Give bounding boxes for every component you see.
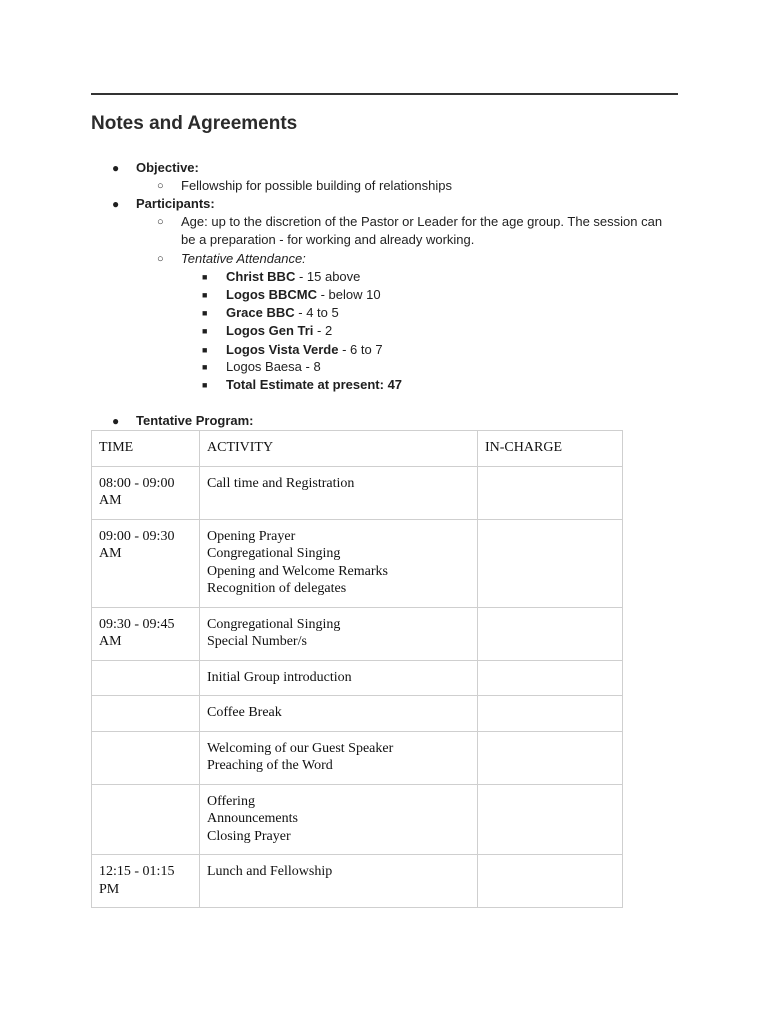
square-bullet-icon: ■ (202, 272, 208, 282)
table-row (92, 696, 623, 732)
header-in-charge: IN-CHARGE (478, 431, 623, 467)
attendance-item (226, 286, 381, 304)
church-count: - 6 to 7 (338, 342, 383, 357)
time-cell (92, 696, 200, 732)
activity-cell: Offering Announcements Closing Prayer (200, 784, 478, 855)
bullet-icon: ● (112, 161, 120, 175)
table-row (92, 607, 623, 660)
bullet-icon: ● (112, 414, 120, 428)
header-time: TIME (92, 431, 200, 467)
table-row (92, 519, 623, 607)
attendance-item (226, 268, 360, 286)
in-charge-cell (478, 784, 623, 855)
circle-bullet-icon: ○ (157, 180, 164, 192)
church-name: Logos Vista Verde (226, 342, 339, 357)
church-name: Logos Gen Tri (226, 323, 314, 338)
activity-cell: Opening Prayer Congregational Singing Opening and Welcome Remarks Recognition of delegates (200, 519, 478, 607)
table-row (92, 784, 623, 855)
horizontal-rule (91, 93, 678, 95)
time-cell: 12:15 - 01:15 PM (92, 855, 200, 908)
in-charge-cell (478, 607, 623, 660)
age-text-line2: be a preparation - for working and already working. (181, 232, 475, 247)
square-bullet-icon: ■ (202, 290, 208, 300)
age-text-line1: Age: up to the discretion of the Pastor or Leader for the age group. The session can (181, 214, 663, 229)
time-cell: 09:30 - 09:45 AM (92, 607, 200, 660)
in-charge-cell (478, 731, 623, 784)
participants-label: Participants: (136, 196, 215, 211)
total-estimate: Total Estimate at present: 47 (226, 377, 403, 392)
square-bullet-icon: ■ (202, 380, 208, 390)
square-bullet-icon: ■ (202, 362, 208, 372)
table-row (92, 660, 623, 696)
program-table (91, 430, 623, 908)
table-header-row (92, 431, 623, 467)
table-row (92, 855, 623, 908)
attendance-label: Tentative Attendance: (181, 251, 306, 266)
church-count: - below 10 (317, 287, 381, 302)
church-name: Logos BBCMC (226, 287, 317, 302)
program-label: Tentative Program: (136, 413, 254, 428)
attendance-item (226, 304, 339, 322)
in-charge-cell (478, 855, 623, 908)
activity-cell: Initial Group introduction (200, 660, 478, 696)
in-charge-cell (478, 519, 623, 607)
bullet-icon: ● (112, 197, 120, 211)
table-row (92, 466, 623, 519)
attendance-item (226, 341, 383, 359)
activity-cell: Congregational Singing Special Number/s (200, 607, 478, 660)
square-bullet-icon: ■ (202, 345, 208, 355)
time-cell (92, 660, 200, 696)
circle-bullet-icon: ○ (157, 253, 164, 265)
time-cell: 09:00 - 09:30 AM (92, 519, 200, 607)
square-bullet-icon: ■ (202, 326, 208, 336)
church-count: - 4 to 5 (294, 305, 339, 320)
time-cell (92, 784, 200, 855)
church-name: Grace BBC (226, 305, 295, 320)
time-cell (92, 731, 200, 784)
time-cell: 08:00 - 09:00 AM (92, 466, 200, 519)
table-row (92, 731, 623, 784)
activity-cell: Welcoming of our Guest Speaker Preaching of the Word (200, 731, 478, 784)
attendance-baesa: Logos Baesa - 8 (226, 359, 321, 374)
in-charge-cell (478, 696, 623, 732)
objective-label: Objective: (136, 160, 199, 175)
in-charge-cell (478, 660, 623, 696)
church-count: - 2 (313, 323, 333, 338)
church-name: Christ BBC (226, 269, 296, 284)
section-heading: Notes and Agreements (91, 113, 298, 134)
header-activity: ACTIVITY (200, 431, 478, 467)
activity-cell: Coffee Break (200, 696, 478, 732)
church-count: - 15 above (295, 269, 361, 284)
attendance-item (226, 322, 332, 340)
activity-cell: Lunch and Fellowship (200, 855, 478, 908)
objective-text: Fellowship for possible building of relationships (181, 178, 452, 193)
circle-bullet-icon: ○ (157, 216, 164, 228)
in-charge-cell (478, 466, 623, 519)
activity-cell: Call time and Registration (200, 466, 478, 519)
square-bullet-icon: ■ (202, 308, 208, 318)
